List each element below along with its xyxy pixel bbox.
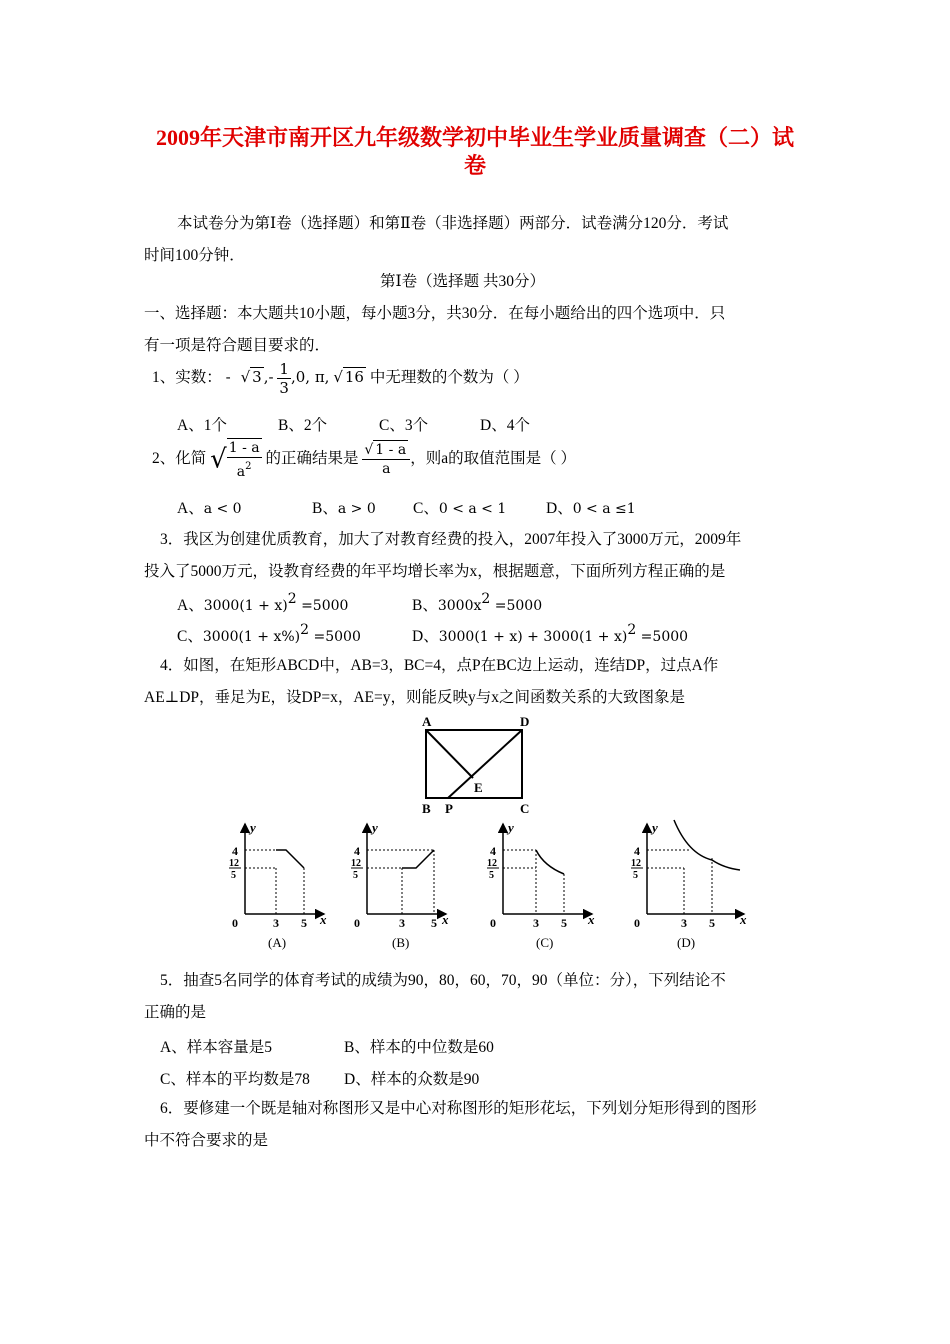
caption-a: (A) — [268, 935, 287, 950]
q2-option-d: D、0 < a ≤1 — [546, 500, 636, 517]
svg-text:12: 12 — [351, 858, 361, 869]
q2-option-d-math: 0 < a ≤1 — [572, 501, 636, 517]
q4-line-1: 4．如图，在矩形ABCD中，AB=3，BC=4，点P在BC边上运动，连结DP，过点A作 — [160, 657, 719, 674]
svg-text:5: 5 — [353, 870, 358, 881]
q3-option-c: C、$3000(1 + x\%)^2 =5000$ — [177, 622, 361, 645]
graph-b — [351, 820, 449, 950]
q2-suffix: ，则a的取值范围是（ ） — [410, 450, 576, 467]
svg-text:4: 4 — [634, 844, 640, 858]
q1-option-c: C、3个 — [379, 417, 429, 434]
section1-line-2: 有一项是符合题目要求的． — [144, 337, 331, 354]
q1-option-b: B、2个 — [278, 417, 328, 434]
graph-c — [487, 820, 595, 950]
label-b: B — [422, 801, 431, 816]
q2-rad-den: a — [236, 463, 246, 480]
svg-text:5: 5 — [633, 870, 638, 881]
q2-option-b: B、a > 0 — [312, 500, 376, 517]
svg-text:y: y — [508, 820, 514, 835]
svg-text:5: 5 — [489, 870, 494, 881]
caption-c: (C) — [536, 935, 554, 950]
intro-line-2: 时间100分钟． — [144, 247, 245, 264]
svg-text:y: y — [250, 820, 256, 835]
q1-frac-num: 1 — [279, 359, 289, 378]
q6-line-2: 中不符合要求的是 — [144, 1132, 269, 1149]
q2-option-b-math: a > 0 — [337, 501, 376, 517]
q1-option-a: A、1个 — [177, 417, 227, 434]
part1-heading: 第Ⅰ卷（选择题 共30分） — [380, 273, 545, 290]
q5-option-b: B、样本的中位数是60 — [344, 1039, 494, 1056]
svg-text:0: 0 — [490, 916, 496, 930]
label-a: A — [422, 714, 432, 729]
q1-frac-den: 3 — [279, 378, 289, 397]
caption-b: (B) — [392, 935, 410, 950]
svg-text:12: 12 — [229, 858, 239, 869]
label-c: C — [520, 801, 530, 816]
q2-option-a: A、a < 0 — [177, 500, 242, 517]
svg-text:y: y — [372, 820, 378, 835]
exam-title — [140, 124, 810, 180]
q2-rad-num: 1 - a — [228, 439, 260, 456]
label-p: P — [445, 801, 453, 816]
svg-text:x: x — [320, 912, 327, 927]
q1-suffix: 中无理数的个数为（ ） — [369, 369, 529, 386]
question-2: 2、化简 √ $\frac{1 - a}{a^2}$ 的正确结果是 $\frac{√ 1 - a}{a}$ ，则a的取值范围是（ ） — [152, 439, 576, 480]
q6-line-1: 6．要修建一个既是轴对称图形又是中心对称图形的矩形花坛，下列划分矩形得到的图形 — [160, 1100, 757, 1117]
segment-ae — [426, 730, 473, 778]
q3-line-2: 投入了5000万元，设教育经费的年平均增长率为x，根据题意，下面所列方程正确的是 — [144, 563, 726, 580]
q1-neg-sign: - — [225, 368, 231, 386]
svg-text:5: 5 — [431, 916, 437, 930]
q2-result: $\frac{√ 1 - a}{a}$ — [362, 440, 410, 478]
q5-line-1: 5．抽查5名同学的体育考试的成绩为90，80，60，70，90（单位：分），下列结论不 — [160, 972, 726, 989]
svg-text:5: 5 — [709, 916, 715, 930]
answer-graphs — [222, 818, 762, 952]
q2-radicand — [227, 438, 262, 481]
svg-text:5: 5 — [561, 916, 567, 930]
svg-text:3: 3 — [533, 916, 539, 930]
question-1: 1、实数： - √ 3 ,- $\frac{1}{3}$ ,0, π, √ 16 中无理数的个数为（ ） — [152, 359, 529, 397]
svg-text:3: 3 — [681, 916, 687, 930]
q2-res-num: 1 - a — [375, 442, 407, 459]
svg-text:0: 0 — [232, 916, 238, 930]
q2-prefix: 2、化简 — [152, 450, 207, 467]
q3-line-1: 3．我区为创建优质教育，加大了对教育经费的投入，2007年投入了3000万元，2009年 — [160, 531, 742, 548]
q2-mid: 的正确结果是 — [265, 450, 359, 467]
q3-option-d: D、$3000(1 + x) + 3000(1 + x)^2 =5000$ — [412, 622, 689, 645]
label-d: D — [520, 714, 530, 729]
svg-text:4: 4 — [354, 844, 360, 858]
q5-option-a: A、样本容量是5 — [160, 1039, 272, 1056]
q2-rad-den-exp: 2 — [245, 460, 252, 472]
graph-a — [229, 820, 327, 950]
q5-line-2: 正确的是 — [144, 1004, 207, 1021]
q1-rest: ,0, π, — [290, 368, 330, 386]
caption-d: (D) — [677, 935, 696, 950]
q2-res-den: a — [382, 461, 391, 478]
q5-option-c: C、样本的平均数是78 — [160, 1071, 310, 1088]
q1-fraction — [277, 360, 291, 397]
q2-option-c-math: 0 < a < 1 — [438, 501, 507, 517]
svg-text:x: x — [740, 912, 747, 927]
svg-text:x: x — [588, 912, 595, 927]
q1-neg-sep: ,- — [263, 368, 274, 386]
graph-d — [631, 820, 747, 950]
rectangle-figure — [410, 712, 550, 818]
svg-text:5: 5 — [301, 916, 307, 930]
q1-prefix: 1、实数： — [152, 369, 222, 386]
label-e: E — [474, 780, 483, 795]
svg-text:4: 4 — [232, 844, 238, 858]
q4-line-2: AE⊥DP，垂足为E，设DP=x，AE=y，则能反映y与x之间函数关系的大致图象是 — [144, 689, 685, 706]
intro-line-1: 本试卷分为第Ⅰ卷（选择题）和第Ⅱ卷（非选择题）两部分．试卷满分120分．考试 — [177, 215, 729, 232]
title-line-2: 卷 — [463, 153, 486, 178]
q1-sqrt16: 16 — [344, 368, 364, 386]
q5-option-d: D、样本的众数是90 — [344, 1071, 480, 1088]
svg-text:x: x — [442, 912, 449, 927]
svg-text:3: 3 — [273, 916, 279, 930]
q2-option-a-math: a < 0 — [203, 501, 242, 517]
svg-text:0: 0 — [634, 916, 640, 930]
svg-text:12: 12 — [487, 858, 497, 869]
section1-line-1: 一、选择题：本大题共10小题，每小题3分，共30分．在每小题给出的四个选项中．只 — [144, 305, 726, 322]
q1-sqrt3: 3 — [252, 368, 262, 386]
svg-text:5: 5 — [231, 870, 236, 881]
svg-text:12: 12 — [631, 858, 641, 869]
svg-text:y: y — [652, 820, 658, 835]
title-line-1: 2009年天津市南开区九年级数学初中毕业生学业质量调查（二）试 — [155, 125, 794, 150]
svg-text:4: 4 — [490, 844, 496, 858]
q3-option-a: A、$3000(1 + x)^2 =5000$ — [177, 591, 349, 614]
svg-text:0: 0 — [354, 916, 360, 930]
q1-option-d: D、4个 — [480, 417, 530, 434]
q2-option-c: C、0 < a < 1 — [413, 500, 507, 517]
svg-text:3: 3 — [399, 916, 405, 930]
q3-option-b: B、$3000x^2 =5000$ — [412, 591, 543, 614]
